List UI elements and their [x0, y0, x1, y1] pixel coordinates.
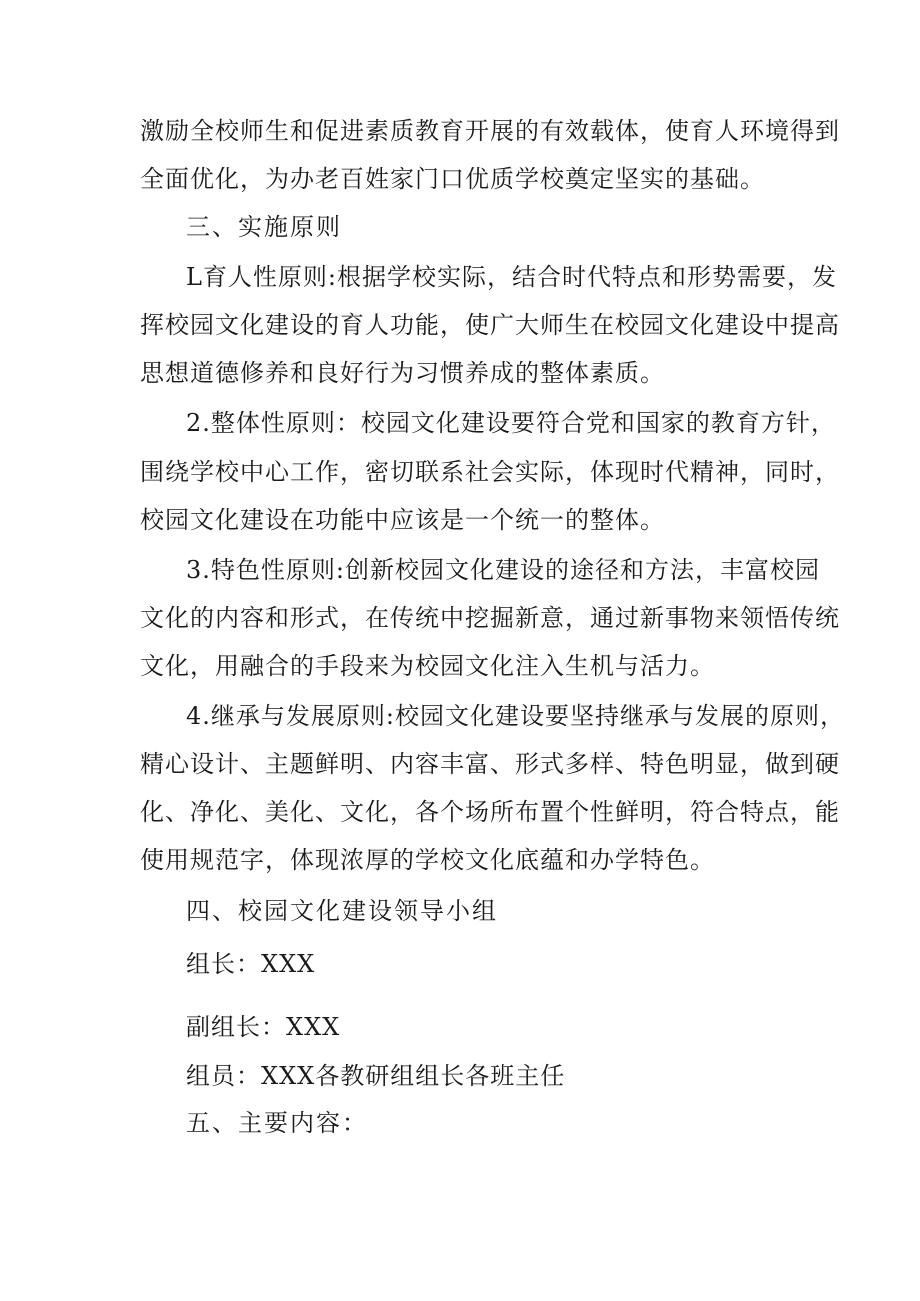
principle-1-text-line: 挥校园文化建设的育人功能，使广大师生在校园文化建设中提高	[140, 311, 840, 339]
principle-3-text-line: 3.特色性原则:创新校园文化建设的途径和方法，丰富校园	[186, 556, 820, 584]
section-heading-leadership-group: 四、校园文化建设领导小组	[186, 897, 498, 925]
group-members-line: 组员：XXX各教研组组长各班主任	[186, 1062, 566, 1090]
principle-4-text-line: 化、净化、美化、文化，各个场所布置个性鲜明，符合特点，能	[140, 798, 840, 826]
section-heading-main-content: 五、主要内容：	[186, 1109, 368, 1137]
group-leader-line: 组长：XXX	[186, 950, 316, 978]
principle-2-text-line: 校园文化建设在功能中应该是一个统一的整体。	[140, 506, 665, 534]
body-text-line: 激励全校师生和促进素质教育开展的有效载体，使育人环境得到	[140, 117, 840, 145]
principle-2-text-line: 围绕学校中心工作，密切联系社会实际，体现时代精神，同时，	[140, 458, 840, 486]
body-text-line: 全面优化，为办老百姓家门口优质学校奠定坚实的基础。	[140, 165, 765, 193]
deputy-group-leader-line: 副组长：XXX	[186, 1013, 341, 1041]
principle-3-text-line: 文化的内容和形式，在传统中挖掘新意，通过新事物来领悟传统	[140, 604, 840, 632]
principle-1-text-line: L育人性原则:根据学校实际，结合时代特点和形势需要，发	[186, 263, 838, 291]
section-heading-implementation-principles: 三、实施原则	[186, 213, 342, 241]
principle-3-text-line: 文化，用融合的手段来为校园文化注入生机与活力。	[140, 652, 715, 680]
principle-1-text-line: 思想道德修养和良好行为习惯养成的整体素质。	[140, 359, 665, 387]
principle-4-text-line: 使用规范字，体现浓厚的学校文化底蕴和办学特色。	[140, 846, 715, 874]
principle-4-text-line: 精心设计、主题鲜明、内容丰富、形式多样、特色明显，做到硬	[140, 750, 840, 778]
principle-2-text-line: 2.整体性原则：校园文化建设要符合党和国家的教育方针，	[186, 409, 836, 437]
principle-4-text-line: 4.继承与发展原则:校园文化建设要坚持继承与发展的原则，	[186, 702, 845, 730]
